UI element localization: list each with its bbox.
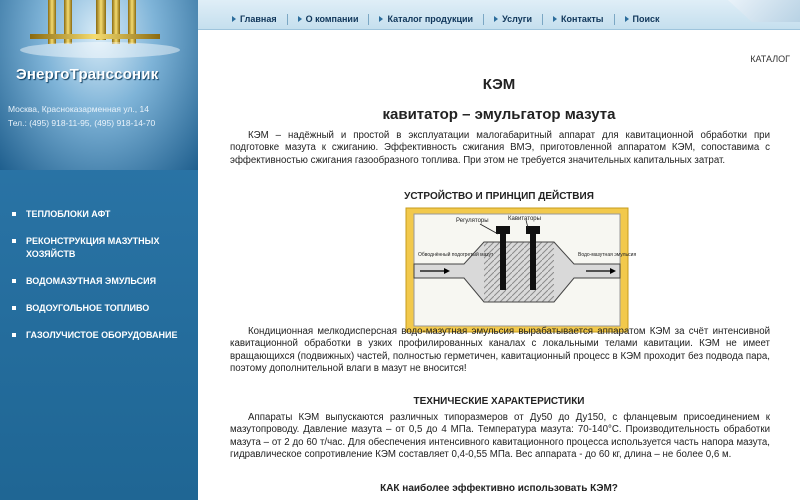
nav-contacts[interactable] (542, 14, 613, 25)
specs-paragraph: Аппараты КЭМ выпускаются различных типоразмеров от Ду50 до Ду150, с фланцевым присоединением к мазутопроводу. Давление мазута – от 0,5 до 4 МПа. Температура мазута: 70-140°С. Производительность обработки мазута – от 2 до 60 т/час. Для обеспечения интенсивного кавитационного процесса используется часть напора мазута, гидравлическое сопротивление КЭМ составляет 0,4-0,55 МПа. Вес аппарата - до 60 кг, длина – не более 0,6 м. (230, 412, 770, 461)
side-nav-item[interactable]: РЕКОНСТРУКЦИЯ МАЗУТНЫХ ХОЗЯЙСТВ (12, 235, 192, 261)
arrow-icon (625, 16, 629, 22)
breadcrumb[interactable]: КАТАЛОГ (750, 54, 790, 64)
side-nav-item[interactable]: ГАЗОЛУЧИСТОЕ ОБОРУДОВАНИЕ (12, 329, 192, 342)
section-heading: УСТРОЙСТВО И ПРИНЦИП ДЕЙСТВИЯ (404, 191, 594, 202)
page-subtitle: кавитатор – эмульгатор мазута (382, 106, 616, 123)
company-phones: Тел.: (495) 918-11-95, (495) 918-14-70 (8, 118, 156, 128)
top-nav (222, 14, 670, 25)
section-heading: ТЕХНИЧЕСКИЕ ХАРАКТЕРИСТИКИ (413, 396, 585, 407)
nav-label: Контакты (561, 14, 604, 24)
company-name[interactable]: ЭнергоТранссоник (16, 66, 159, 83)
label-regulators: Регуляторы (456, 218, 489, 224)
side-nav-item[interactable]: ВОДОУГОЛЬНОЕ ТОПЛИВО (12, 302, 192, 315)
nav-label: Каталог продукции (387, 14, 474, 24)
nav-services[interactable] (483, 14, 542, 25)
nav-about[interactable] (287, 14, 369, 25)
left-sidebar (0, 0, 198, 500)
nav-label: Поиск (632, 14, 660, 24)
label-outlet: Водо-мазутная эмульсия (578, 252, 637, 258)
corner-decoration (720, 0, 800, 22)
nav-catalog[interactable] (368, 14, 483, 25)
description-paragraph: Кондиционная мелкодисперсная водо-мазутная эмульсия вырабатывается аппаратом КЭМ за счёт интенсивной кавитационной обработки в узких профилированных каналах с локальными телами кавитации. КЭМ не имеет вращающихся (подвижных) частей, полностью герметичен, кавитационный процесс в КЭМ проходит без подвода пара, поэтому дополнительной влаги в мазут не вносится! (230, 326, 770, 375)
arrow-icon (298, 16, 302, 22)
arrow-icon (232, 16, 236, 22)
side-nav-item[interactable]: ВОДОМАЗУТНАЯ ЭМУЛЬСИЯ (12, 275, 192, 288)
intro-paragraph: КЭМ – надёжный и простой в эксплуатации малогабаритный аппарат для кавитационной обработки при подготовке мазута к сжиганию. Эффективность сжигания ВМЭ, приготовленной аппаратом КЭМ, сопоставима с эффективностью сжигания газообразного топлива. При этом не требуется значительных капитальных затрат. (230, 130, 770, 166)
nav-label: Главная (240, 14, 277, 24)
label-inlet: Обводнённый подогретый мазут (418, 252, 494, 258)
nav-search[interactable] (614, 14, 670, 25)
logo-area (0, 0, 198, 170)
company-address: Москва, Красноказарменная ул., 14 (8, 104, 149, 114)
side-nav (12, 208, 192, 356)
nav-label: О компании (305, 14, 359, 24)
page-title: КЭМ (482, 76, 516, 93)
arrow-icon (494, 16, 498, 22)
device-diagram (404, 206, 637, 334)
main-content (198, 30, 800, 500)
label-cavitators: Кавитаторы (508, 216, 541, 222)
arrow-icon (379, 16, 383, 22)
top-nav-bar (198, 0, 800, 30)
arrow-icon (553, 16, 557, 22)
section-heading: КАК наиболее эффективно использовать КЭМ? (380, 483, 618, 494)
side-nav-item[interactable]: ТЕПЛОБЛОКИ АФТ (12, 208, 192, 221)
nav-label: Услуги (502, 14, 533, 24)
logo-pipes-icon (0, 0, 198, 64)
nav-home[interactable] (222, 14, 287, 25)
